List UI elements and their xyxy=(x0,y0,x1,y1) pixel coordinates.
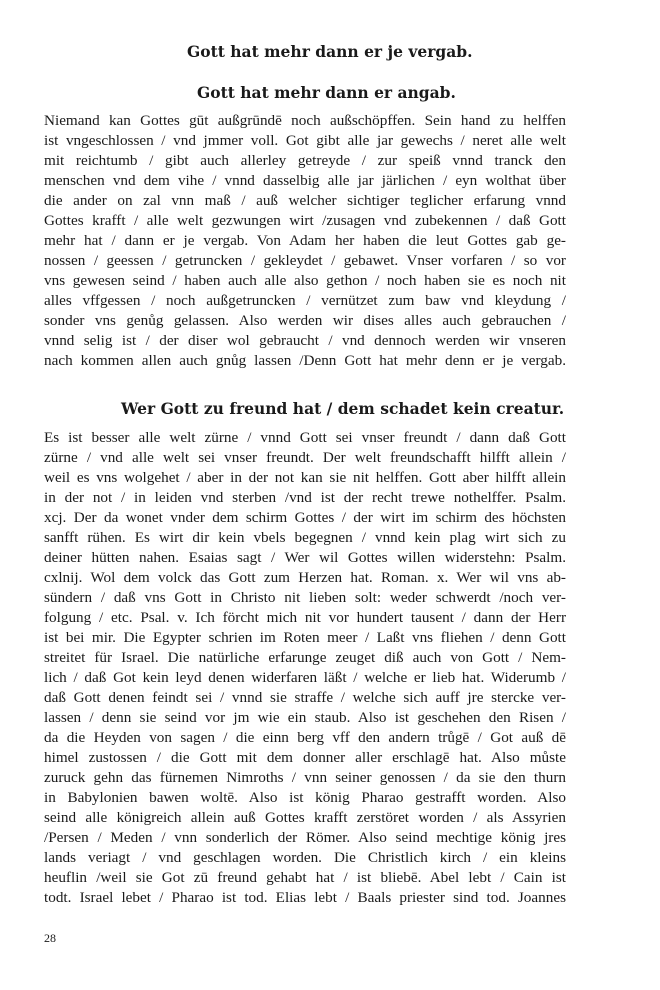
text-line: ist bei mir. Die Egypter schrien im Roten meer / Laßt vns fliehen / denn Gott xyxy=(44,629,566,646)
text-line: in der not / in leiden vnd sterben /vnd ist der recht trewe nothelffer. Psalm. xyxy=(44,489,566,506)
text-line: vns gewesen seind / haben auch alle also gethon / noch haben sie es noch nit xyxy=(44,272,566,289)
text-line: zuruck gehn das fürnemen Nimroths / vnn seiner genossen / da sie den thurn xyxy=(44,769,566,786)
text-line: weil es vns wolgehet / aber in der not kan sie nit helffen. Gott aber hilfft allein xyxy=(44,469,566,486)
text-line: streitet für Israel. Die natürliche erfarunge zeuget diß auch von Gott / Nem- xyxy=(44,649,566,666)
section-subtitle: Gott hat mehr dann er angab. xyxy=(197,83,456,102)
text-line: in Babylonien bawen woltē. Also ist könig Pharao gestrafft worden. Also xyxy=(44,789,566,806)
text-line: sonder vns genůg gelassen. Also werden wir dises alles auch gebrauchen / xyxy=(44,312,566,329)
text-line: daß Gott denen feindt sei / vnnd sie straffe / welche sich auff jre stercke ver- xyxy=(44,689,566,706)
text-line: lassen / denn sie seind vor jm wie ein staub. Also ist geschehen den Risen / xyxy=(44,709,566,726)
text-line: da die Heyden von sagen / die einn berg vff den andern trůgē / Got auß dē xyxy=(44,729,566,746)
text-line: Es ist besser alle welt zürne / vnnd Gott sei vnser freundt / dann daß Gott xyxy=(44,429,566,446)
text-line: heuflin /weil sie Got zū freund gehabt hat / ist bliebē. Abel lebt / Cain ist xyxy=(44,869,566,886)
text-line: folgung / etc. Psal. v. Ich förcht mich nit vor hundert tausent / dann der Herr xyxy=(44,609,566,626)
text-line: xcj. Der da wonet vnder dem schirm Gottes / der wirt im schirm des höchsten xyxy=(44,509,566,526)
page-number: 28 xyxy=(44,931,56,945)
text-line: ist vngeschlossen / vnd jmmer voll. Got gibt alle jar gewechs / neret alle welt xyxy=(44,132,566,149)
text-line: mit reichtumb / gibt auch allerley getreyde / zur speiß vnnd tranck den xyxy=(44,152,566,169)
text-line: die ander on zal vnn maß / auß welcher sichtiger teglicher erfarung vnnd xyxy=(44,192,566,209)
text-line: himel zustossen / die Gott mit dem donner aller erschlagē hat. Also můste xyxy=(44,749,566,766)
text-line: todt. Israel lebet / Pharao ist tod. Elias lebt / Baals priester sind tod. Joannes xyxy=(44,889,566,906)
text-line: zürne / vnd alle welt sei vnser freundt. Der welt freundschafft hilfft allein / xyxy=(44,449,566,466)
text-line: lands veriagt / vnd geschlagen worden. Die Christlich kirch / ein kleins xyxy=(44,849,566,866)
text-line: cxlnij. Wol dem volck das Gott zum Herzen hat. Roman. x. Wer wil vns ab- xyxy=(44,569,566,586)
text-line: Gottes krafft / alle welt gezwungen wirt /zusagen vnd zubekennen / daß Gott xyxy=(44,212,566,229)
text-line: deiner hütten nahen. Esaias sagt / Wer wil Gottes willen widerstehn: Psalm. xyxy=(44,549,566,566)
text-line: alles vffgessen / noch außgetruncken / vernützet zum baw vnd kleydung / xyxy=(44,292,566,309)
text-line: nossen / geessen / getruncken / gekleydet / gebawet. Vnser vorfaren / so vor xyxy=(44,252,566,269)
text-line: seind alle königreich allein auß Gottes krafft zerstöret worden / als Assyrien xyxy=(44,809,566,826)
text-line: menschen vnd dem vihe / vnnd dasselbig alle jar järlichen / eyn wolthat über xyxy=(44,172,566,189)
text-line: sündern / daß vns Gott in Christo nit lieben solt: weder schwerdt /noch ver- xyxy=(44,589,566,606)
text-line: /Persen / Meden / vnn sonderlich der Römer. Also seind mechtige könig jres xyxy=(44,829,566,846)
text-line: nach kommen allen auch gnůg lassen /Denn Gott hat mehr denn er je vergab. xyxy=(44,352,566,369)
section-title: Gott hat mehr dann er je vergab. xyxy=(187,42,473,61)
text-line: mehr hat / dann er je vergab. Von Adam her haben die leut Gottes gab ge- xyxy=(44,232,566,249)
text-line: vnnd selig ist / der diser wol gebraucht / vnd dennoch werden wir vnseren xyxy=(44,332,566,349)
text-line: Niemand kan Gottes gūt außgrūndē noch außschöpffen. Sein hand zu helffen xyxy=(44,112,566,129)
section-title-friend: Wer Gott zu freund hat / dem schadet kein creatur. xyxy=(121,399,565,418)
text-line: sanfft rühen. Es wirt dir kein vbels begegnen / vnnd kein plag wirt sich zu xyxy=(44,529,566,546)
text-line: lich / daß Got kein leyd denen widerfaren läßt / welche er lieb hat. Widerumb / xyxy=(44,669,566,686)
